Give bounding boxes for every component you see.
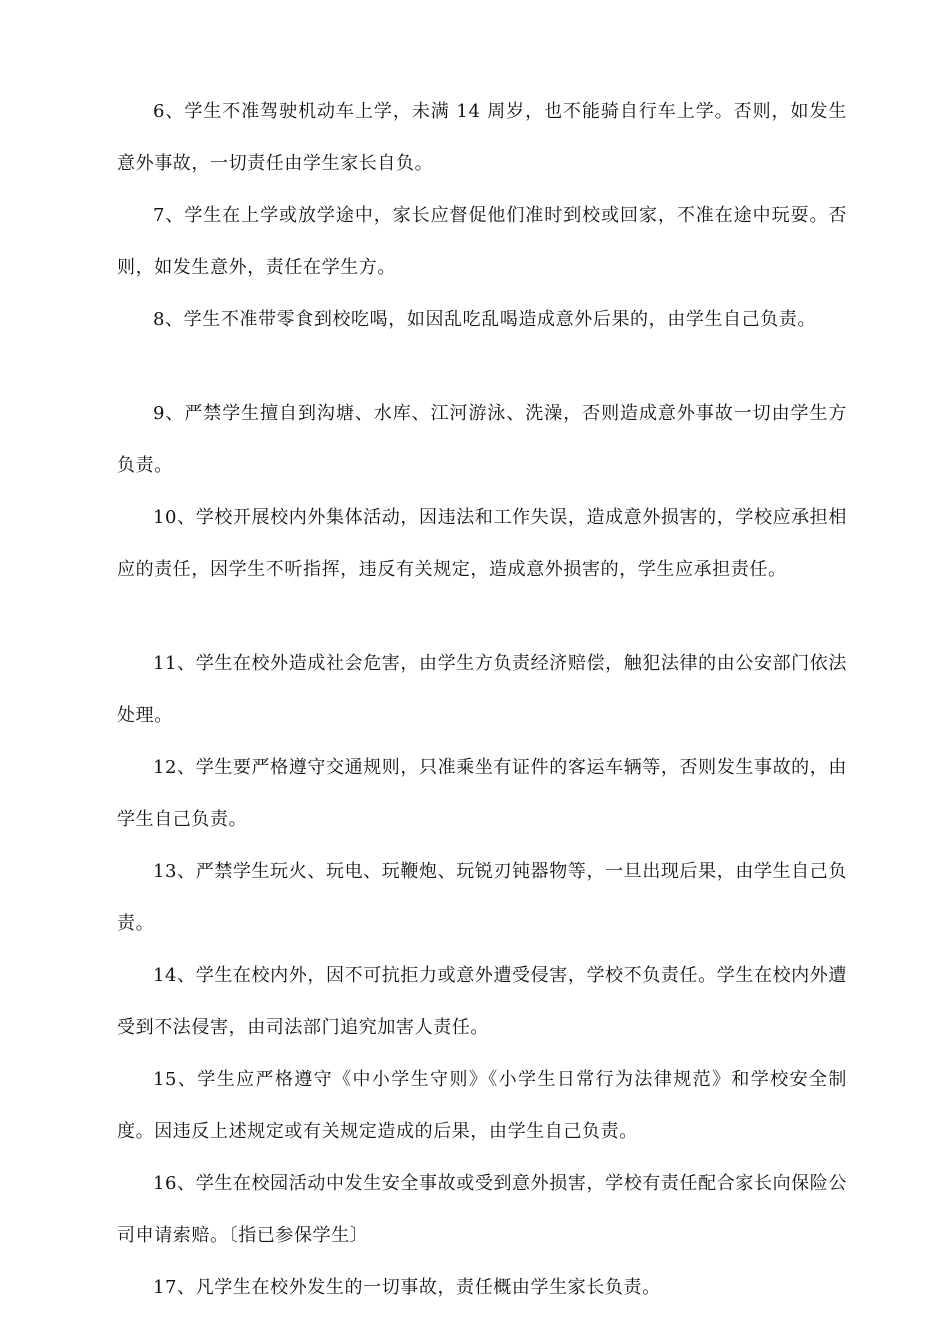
paragraph-rule-7: 7、学生在上学或放学途中，家长应督促他们准时到校或回家，不准在途中玩耍。否则，如发生意外，责任在学生方。: [117, 205, 847, 278]
paragraph-rule-10: 10、学校开展校内外集体活动，因违法和工作失误，造成意外损害的，学校应承担相应的责任，因学生不听指挥，违反有关规定，造成意外损害的，学生应承担责任。: [117, 507, 847, 580]
paragraph-rule-6: 6、学生不准驾驶机动车上学，未满 14 周岁，也不能骑自行车上学。否则，如发生意外事故，一切责任由学生家长自负。: [117, 101, 847, 174]
paragraph-rule-11: 11、学生在校外造成社会危害，由学生方负责经济赔偿，触犯法律的由公安部门依法处理。: [117, 653, 847, 726]
paragraph-rule-16: 16、学生在校园活动中发生安全事故或受到意外损害，学校有责任配合家长向保险公司申请索赔。〔指已参保学生〕: [117, 1173, 847, 1246]
paragraph-rule-14: 14、学生在校内外，因不可抗拒力或意外遭受侵害，学校不负责任。学生在校内外遭受到不法侵害，由司法部门追究加害人责任。: [117, 965, 847, 1038]
paragraph-rule-17: 17、凡学生在校外发生的一切事故，责任概由学生家长负责。: [153, 1277, 661, 1298]
paragraph-rule-15: 15、学生应严格遵守《中小学生守则》《小学生日常行为法律规范》和学校安全制度。因违反上述规定或有关规定造成的后果，由学生自己负责。: [117, 1069, 847, 1142]
paragraph-rule-9: 9、严禁学生擅自到沟塘、水库、江河游泳、洗澡，否则造成意外事故一切由学生方负责。: [117, 403, 847, 476]
paragraph-rule-8: 8、学生不准带零食到校吃喝，如因乱吃乱喝造成意外后果的，由学生自己负责。: [153, 309, 817, 330]
paragraph-rule-13: 13、严禁学生玩火、玩电、玩鞭炮、玩锐刃钝器物等，一旦出现后果，由学生自己负责。: [117, 861, 847, 934]
paragraph-rule-12: 12、学生要严格遵守交通规则，只准乘坐有证件的客运车辆等，否则发生事故的，由学生自己负责。: [117, 757, 847, 830]
